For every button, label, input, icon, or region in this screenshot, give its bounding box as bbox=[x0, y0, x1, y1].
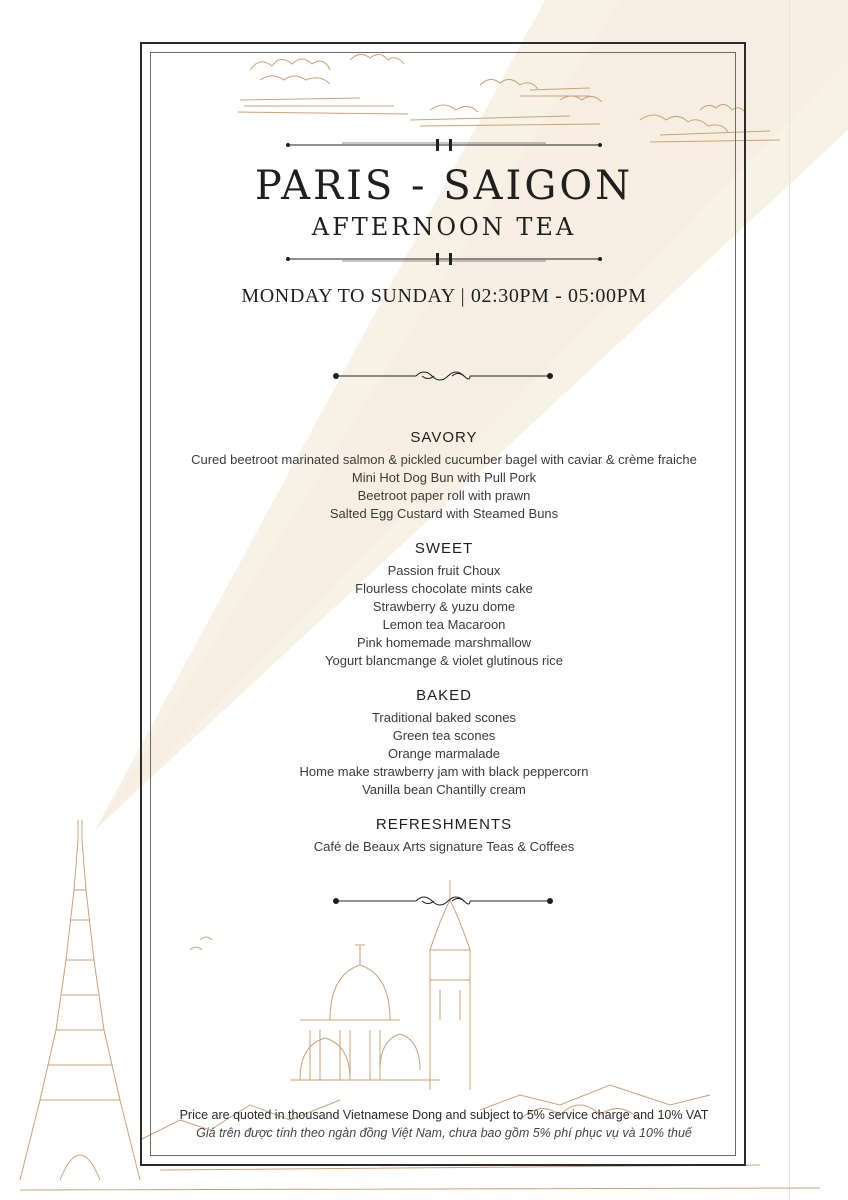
menu-item: Flourless chocolate mints cake bbox=[355, 581, 533, 596]
menu-item: Strawberry & yuzu dome bbox=[372, 599, 516, 614]
menu-item: Lemon tea Macaroon bbox=[382, 617, 506, 632]
menu-title: PARIS - SAIGON bbox=[254, 163, 634, 209]
top-ornament-rule bbox=[282, 138, 606, 152]
menu-item: Pink homemade marshmallow bbox=[356, 635, 532, 650]
menu-item: Home make strawberry jam with black peppercorn bbox=[299, 764, 589, 779]
menu-subtitle: AFTERNOON TEA bbox=[311, 213, 577, 241]
menu-item: Vanilla bean Chantilly cream bbox=[362, 782, 526, 797]
menu-item: Café de Beaux Arts signature Teas & Coffees bbox=[313, 839, 575, 854]
menu-item: Beetroot paper roll with prawn bbox=[357, 488, 531, 503]
flourish-divider-icon bbox=[330, 893, 556, 909]
schedule-line: MONDAY TO SUNDAY | 02:30PM - 05:00PM bbox=[241, 285, 647, 307]
bottom-ornament-rule bbox=[282, 252, 606, 266]
price-note-vietnamese: Giá trên được tính theo ngàn đồng Việt Nam, chưa bao gồm 5% phí phục vụ và 10% thuế bbox=[196, 1126, 692, 1140]
section-title: SWEET bbox=[414, 540, 474, 557]
section-title: BAKED bbox=[416, 687, 472, 704]
menu-item: Mini Hot Dog Bun with Pull Pork bbox=[351, 470, 537, 485]
menu-item: Cured beetroot marinated salmon & pickled cucumber bagel with caviar & crème fraiche bbox=[191, 452, 697, 467]
menu-item: Traditional baked scones bbox=[371, 710, 517, 725]
menu-item: Yogurt blancmange & violet glutinous rice bbox=[325, 653, 563, 668]
menu-item: Passion fruit Choux bbox=[387, 563, 501, 578]
section-title: SAVORY bbox=[410, 429, 478, 446]
menu-section-refreshments bbox=[152, 814, 736, 856]
menu-list bbox=[152, 427, 736, 871]
menu-item: Orange marmalade bbox=[388, 746, 500, 761]
eiffel-tower-sketch bbox=[20, 820, 140, 1180]
menu-item: Green tea scones bbox=[392, 728, 496, 743]
menu-section-baked bbox=[152, 685, 736, 799]
menu-section-sweet bbox=[152, 538, 736, 670]
price-note-english: Price are quoted in thousand Vietnamese Dong and subject to 5% service charge and 10% VAT bbox=[179, 1108, 709, 1122]
price-note bbox=[152, 1106, 736, 1142]
section-title: REFRESHMENTS bbox=[375, 816, 513, 833]
menu-section-savory bbox=[152, 427, 736, 523]
flourish-divider-icon bbox=[330, 368, 556, 384]
menu-item: Salted Egg Custard with Steamed Buns bbox=[329, 506, 559, 521]
title-block bbox=[152, 138, 736, 266]
